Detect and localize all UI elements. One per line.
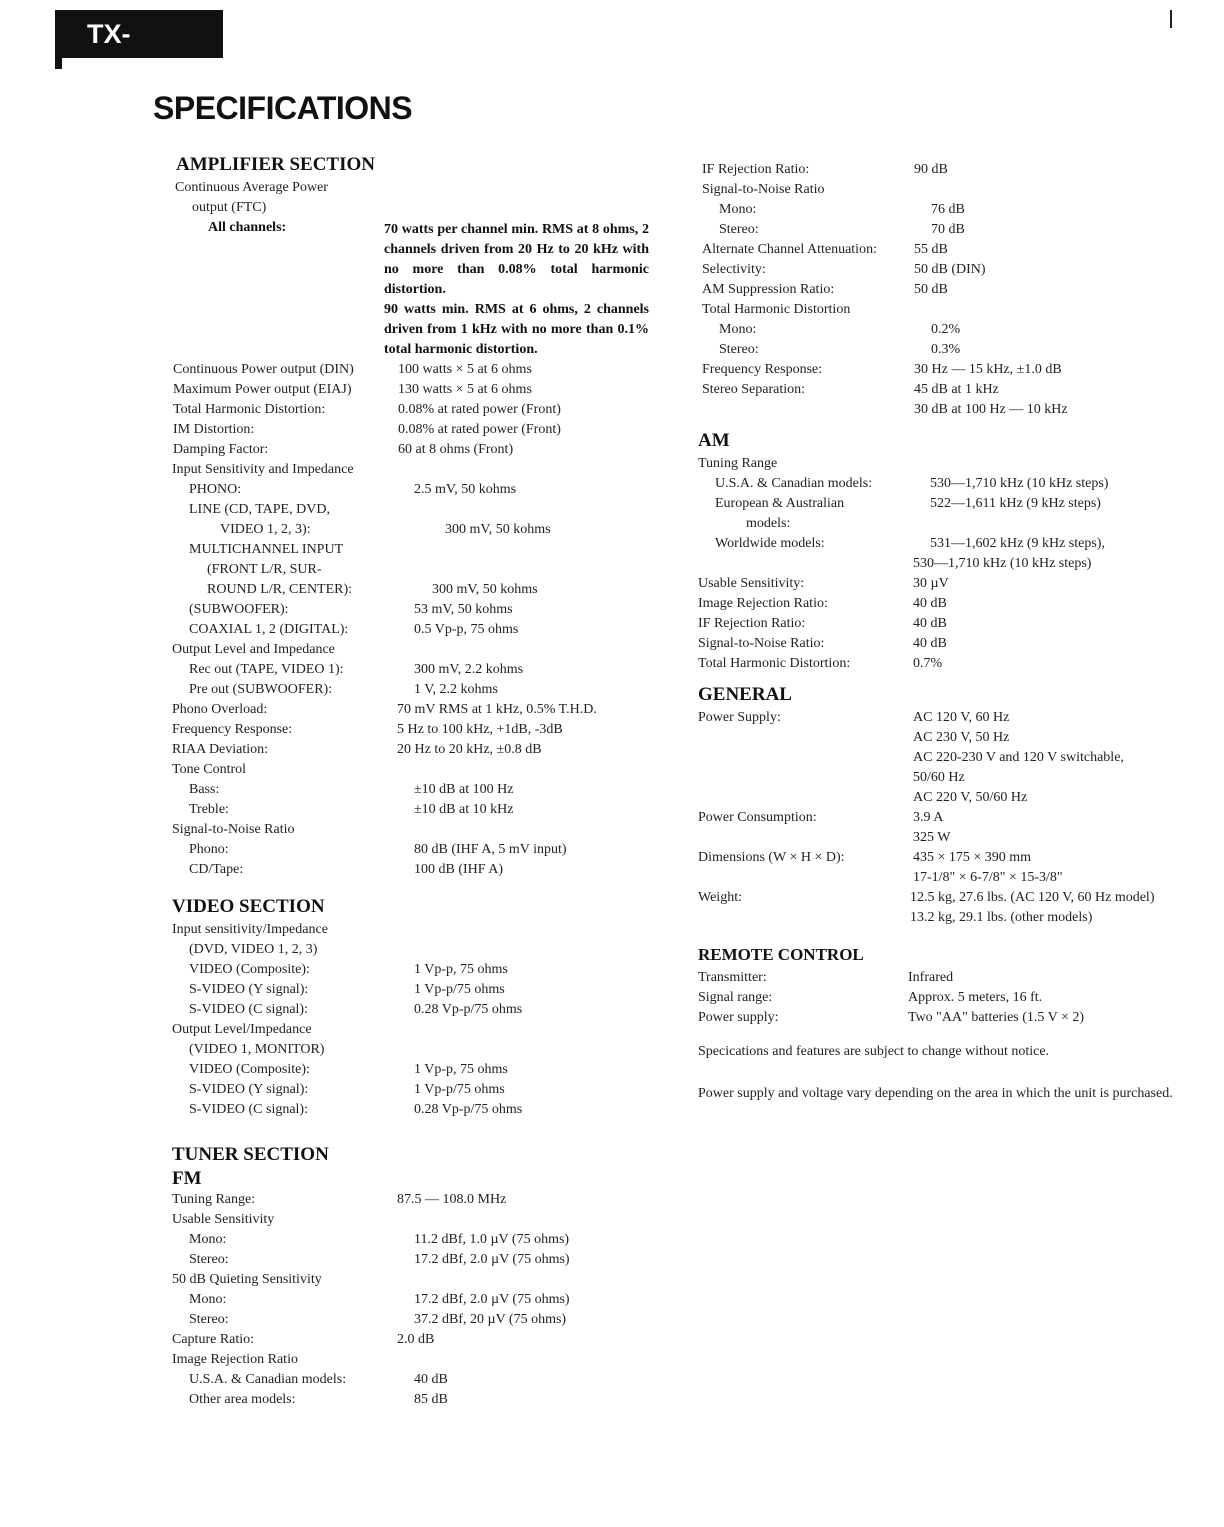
spec-row (173, 400, 660, 420)
spec-row (698, 968, 1188, 988)
spec-row (698, 654, 1188, 674)
right-column (688, 160, 1188, 1104)
spec-value: 531—1,602 kHz (9 kHz steps), (930, 536, 1105, 551)
spec-value: 17.2 dBf, 2.0 µV (75 ohms) (414, 1292, 570, 1307)
spec-value: 435 × 175 × 390 mm (913, 850, 1032, 865)
spec-label: Output Level and Impedance (172, 642, 335, 657)
spec-label: Worldwide models: (715, 536, 825, 551)
spec-label: ROUND L/R, CENTER): (207, 582, 353, 597)
spec-row (173, 360, 660, 380)
spec-label: Dimensions (W × H × D): (698, 850, 845, 865)
spec-value: 300 mV, 50 kohms (445, 522, 551, 537)
spec-value: 30 µV (913, 576, 949, 591)
spec-label: Phono: (189, 842, 229, 857)
spec-label: Phono Overload: (172, 702, 268, 717)
spec-label: Usable Sensitivity (172, 1212, 275, 1227)
spec-label: PHONO: (189, 482, 242, 497)
spec-row (702, 280, 1188, 300)
spec-label: Damping Factor: (173, 442, 269, 457)
spec-label: Input sensitivity/Impedance (172, 922, 328, 937)
spec-row (702, 340, 1188, 360)
spec-value: 70 mV RMS at 1 kHz, 0.5% T.H.D. (397, 702, 597, 717)
spec-value: 3.9 A (913, 810, 944, 825)
spec-value: 17.2 dBf, 2.0 µV (75 ohms) (414, 1252, 570, 1267)
spec-row (172, 700, 660, 720)
spec-label: Frequency Response: (702, 362, 823, 377)
spec-row (698, 848, 1188, 888)
spec-value: 1 Vp-p, 75 ohms (414, 962, 508, 977)
spec-label: Total Harmonic Distortion (702, 302, 851, 317)
change-notice: Specications and features are subject to change without notice. (698, 1044, 1050, 1059)
spec-label: Stereo: (189, 1312, 229, 1327)
spec-label: Image Rejection Ratio: (698, 596, 828, 611)
spec-value: Approx. 5 meters, 16 ft. (908, 990, 1043, 1005)
spec-value-group (913, 708, 1188, 808)
spec-label: Capture Ratio: (172, 1332, 255, 1347)
spec-row (172, 960, 660, 980)
spec-row (698, 614, 1188, 634)
spec-label: Continuous Average Power (175, 180, 328, 195)
spec-row (698, 988, 1188, 1008)
spec-row (172, 720, 660, 740)
page-title: SPECIFICATIONS (153, 90, 413, 126)
spec-row (172, 1370, 660, 1390)
spec-label: models: (746, 516, 791, 531)
spec-value: 325 W (913, 830, 951, 845)
spec-value: 53 mV, 50 kohms (414, 602, 513, 617)
spec-value: 20 Hz to 20 kHz, ±0.8 dB (397, 742, 542, 757)
spec-value: 0.5 Vp-p, 75 ohms (414, 622, 519, 637)
spec-row (702, 400, 1188, 420)
spec-label: U.S.A. & Canadian models: (189, 1372, 347, 1387)
spec-label: (SUBWOOFER): (189, 602, 289, 617)
spec-row (173, 440, 660, 460)
spec-label: MULTICHANNEL INPUT (189, 542, 344, 557)
spec-value: 0.28 Vp-p/75 ohms (414, 1002, 523, 1017)
spec-label: Treble: (189, 802, 229, 817)
spec-value: 530—1,710 kHz (10 kHz steps) (913, 556, 1092, 571)
spec-label: Tone Control (172, 762, 247, 777)
spec-value: AC 120 V, 60 Hz (913, 710, 1010, 725)
spec-value-group (913, 848, 1188, 888)
spec-value: 70 dB (931, 222, 965, 237)
spec-row (172, 980, 660, 1000)
spec-row (172, 660, 660, 680)
spec-value: 100 dB (IHF A) (414, 862, 504, 877)
spec-row (702, 160, 1188, 180)
page-edge-mark (1170, 10, 1172, 28)
spec-value: AC 220-230 V and 120 V switchable, (913, 750, 1124, 765)
spec-row (172, 1190, 660, 1210)
spec-row (702, 220, 1188, 240)
spec-label: Usable Sensitivity: (698, 576, 805, 591)
badge-tick-mark (55, 58, 62, 69)
spec-value: 0.2% (931, 322, 961, 337)
spec-value: 0.08% at rated power (Front) (398, 402, 561, 417)
spec-label: Image Rejection Ratio (172, 1352, 298, 1367)
spec-row (698, 708, 1188, 808)
spec-label: (VIDEO 1, MONITOR) (189, 1042, 325, 1057)
spec-row (172, 860, 660, 880)
tuner-heading: TUNER SECTION (172, 1144, 329, 1165)
spec-label: RIAA Deviation: (172, 742, 269, 757)
spec-label: Power Supply: (698, 710, 781, 725)
spec-value: 1 Vp-p/75 ohms (414, 1082, 505, 1097)
spec-value: 2.5 mV, 50 kohms (414, 482, 517, 497)
spec-value: 87.5 — 108.0 MHz (397, 1192, 507, 1207)
spec-row (172, 680, 660, 700)
spec-label: Alternate Channel Attenuation: (702, 242, 877, 257)
spec-label: European & Australian (715, 496, 845, 511)
spec-label: Mono: (719, 202, 757, 217)
spec-row (698, 534, 1188, 554)
spec-value: 12.5 kg, 27.6 lbs. (AC 120 V, 60 Hz model) (910, 890, 1155, 905)
spec-value: 37.2 dBf, 20 µV (75 ohms) (414, 1312, 567, 1327)
spec-value: 55 dB (914, 242, 948, 257)
amplifier-heading: AMPLIFIER SECTION (176, 154, 375, 175)
spec-row (698, 494, 1188, 514)
spec-value: 40 dB (913, 596, 947, 611)
spec-value: 522—1,611 kHz (9 kHz steps) (930, 496, 1101, 511)
spec-row (172, 780, 660, 800)
spec-value: 130 watts × 5 at 6 ohms (398, 382, 532, 397)
spec-row (702, 360, 1188, 380)
spec-label: Rec out (TAPE, VIDEO 1): (189, 662, 344, 677)
spec-row (172, 1230, 660, 1250)
spec-row (172, 1060, 660, 1080)
spec-value-all-channels (384, 218, 649, 360)
spec-label: output (FTC) (192, 200, 267, 215)
spec-label: Input Sensitivity and Impedance (172, 462, 354, 477)
spec-value: Two "AA" batteries (1.5 V × 2) (908, 1010, 1085, 1025)
spec-label: Stereo: (719, 342, 759, 357)
spec-value: 90 dB (914, 162, 948, 177)
spec-value: 1 Vp-p/75 ohms (414, 982, 505, 997)
spec-label: Other area models: (189, 1392, 296, 1407)
spec-label: Signal-to-Noise Ratio (172, 822, 295, 837)
spec-value: 300 mV, 2.2 kohms (414, 662, 524, 677)
spec-row (172, 1290, 660, 1310)
spec-value: 50/60 Hz (913, 770, 965, 785)
spec-value: 2.0 dB (397, 1332, 435, 1347)
spec-row (172, 840, 660, 860)
spec-value: 11.2 dBf, 1.0 µV (75 ohms) (414, 1232, 570, 1247)
spec-label: IF Rejection Ratio: (698, 616, 806, 631)
spec-label: VIDEO 1, 2, 3): (220, 522, 311, 537)
spec-value: 50 dB (914, 282, 948, 297)
spec-label: S-VIDEO (C signal): (189, 1002, 308, 1017)
spec-label: VIDEO (Composite): (189, 1062, 310, 1077)
spec-row (172, 520, 660, 540)
spec-label: Bass: (189, 782, 220, 797)
video-heading: VIDEO SECTION (172, 896, 325, 917)
remote-heading: REMOTE CONTROL (698, 945, 864, 964)
spec-label: Tuning Range (698, 456, 778, 471)
spec-label: Output Level/Impedance (172, 1022, 312, 1037)
spec-row (702, 200, 1188, 220)
spec-label: CD/Tape: (189, 862, 244, 877)
spec-value: 76 dB (931, 202, 965, 217)
spec-row (172, 1390, 660, 1410)
spec-label: Mono: (189, 1232, 227, 1247)
spec-value: AC 220 V, 50/60 Hz (913, 790, 1028, 805)
spec-value: 5 Hz to 100 kHz, +1dB, -3dB (397, 722, 563, 737)
spec-label: Selectivity: (702, 262, 766, 277)
spec-label: LINE (CD, TAPE, DVD, (189, 502, 330, 517)
spec-label: Tuning Range: (172, 1192, 256, 1207)
spec-value: 0.08% at rated power (Front) (398, 422, 561, 437)
spec-label: Signal-to-Noise Ratio (702, 182, 825, 197)
spec-label: Power supply: (698, 1010, 779, 1025)
spec-value: 0.28 Vp-p/75 ohms (414, 1102, 523, 1117)
spec-label: Stereo Separation: (702, 382, 806, 397)
spec-value: 100 watts × 5 at 6 ohms (398, 362, 532, 377)
spec-value-group (913, 808, 1188, 848)
spec-row (702, 260, 1188, 280)
spec-label: 50 dB Quieting Sensitivity (172, 1272, 322, 1287)
spec-row (172, 1000, 660, 1020)
spec-label: (DVD, VIDEO 1, 2, 3) (189, 942, 318, 957)
spec-label: Mono: (189, 1292, 227, 1307)
spec-row (173, 420, 660, 440)
spec-label: Signal-to-Noise Ratio: (698, 636, 825, 651)
spec-row (172, 1080, 660, 1100)
spec-value: AC 230 V, 50 Hz (913, 730, 1010, 745)
left-column (160, 152, 660, 1410)
spec-label: VIDEO (Composite): (189, 962, 310, 977)
spec-row (698, 1008, 1188, 1028)
spec-value: ±10 dB at 10 kHz (414, 802, 514, 817)
spec-row (172, 800, 660, 820)
power-supply-notice: Power supply and voltage vary depending on the area in which the unit is purchased. (698, 1086, 1173, 1101)
spec-label: (FRONT L/R, SUR- (207, 562, 322, 577)
spec-value: 30 dB at 100 Hz — 10 kHz (914, 402, 1068, 417)
spec-label: All channels: (208, 220, 287, 235)
spec-row (702, 240, 1188, 260)
spec-label: Total Harmonic Distortion: (698, 656, 851, 671)
spec-row (173, 380, 660, 400)
spec-value-group (910, 888, 1188, 928)
spec-label: Maximum Power output (EIAJ) (173, 382, 352, 397)
spec-row (698, 808, 1188, 848)
spec-label: Frequency Response: (172, 722, 293, 737)
spec-row (698, 574, 1188, 594)
spec-row (698, 888, 1188, 928)
spec-value: 70 watts per channel min. RMS at 8 ohms, 2 channels driven from 20 Hz to 20 kHz with no more than 0.08% total harmonic distortion. (384, 222, 649, 297)
spec-value: 90 watts min. RMS at 6 ohms, 2 channels driven from 1 kHz with no more than 0.1% total harmonic distortion. (384, 302, 649, 357)
spec-value: ±10 dB at 100 Hz (414, 782, 514, 797)
spec-value: 0.3% (931, 342, 961, 357)
spec-value: 40 dB (913, 616, 947, 631)
spec-value: 60 at 8 ohms (Front) (398, 442, 514, 457)
general-heading: GENERAL (698, 684, 792, 705)
spec-value: 1 V, 2.2 kohms (414, 682, 498, 697)
spec-label: S-VIDEO (Y signal): (189, 1082, 309, 1097)
spec-row (698, 594, 1188, 614)
model-badge: TX-DS575X (55, 10, 223, 58)
spec-label: IM Distortion: (173, 422, 255, 437)
spec-value: 85 dB (414, 1392, 448, 1407)
spec-value: 13.2 kg, 29.1 lbs. (other models) (910, 910, 1093, 925)
spec-row (172, 620, 660, 640)
spec-row (698, 554, 1188, 574)
spec-row (702, 380, 1188, 400)
spec-row (172, 1330, 660, 1350)
spec-value: 40 dB (414, 1372, 448, 1387)
spec-row (172, 480, 660, 500)
spec-row (172, 580, 660, 600)
spec-row (172, 1100, 660, 1120)
spec-value: 30 Hz — 15 kHz, ±1.0 dB (914, 362, 1062, 377)
spec-label: U.S.A. & Canadian models: (715, 476, 873, 491)
spec-row (172, 740, 660, 760)
spec-label: AM Suppression Ratio: (702, 282, 835, 297)
spec-row (698, 474, 1188, 494)
am-heading: AM (698, 430, 730, 451)
spec-value: 530—1,710 kHz (10 kHz steps) (930, 476, 1109, 491)
spec-label: Mono: (719, 322, 757, 337)
spec-value: 17-1/8" × 6-7/8" × 15-3/8" (913, 870, 1063, 885)
fm-heading: FM (172, 1168, 202, 1189)
spec-value: 1 Vp-p, 75 ohms (414, 1062, 508, 1077)
spec-label: Continuous Power output (DIN) (173, 362, 354, 377)
spec-row (172, 1310, 660, 1330)
spec-value: Infrared (908, 970, 954, 985)
spec-label: Weight: (698, 890, 742, 905)
spec-label: Total Harmonic Distortion: (173, 402, 326, 417)
spec-label: COAXIAL 1, 2 (DIGITAL): (189, 622, 349, 637)
spec-value: 40 dB (913, 636, 947, 651)
spec-value: 300 mV, 50 kohms (432, 582, 538, 597)
spec-label: Stereo: (189, 1252, 229, 1267)
spec-row (160, 218, 660, 360)
spec-label: S-VIDEO (Y signal): (189, 982, 309, 997)
spec-label: Transmitter: (698, 970, 767, 985)
spec-row (702, 320, 1188, 340)
spec-row (172, 1250, 660, 1270)
spec-row (698, 634, 1188, 654)
spec-value: 50 dB (DIN) (914, 262, 986, 277)
spec-value: 80 dB (IHF A, 5 mV input) (414, 842, 567, 857)
spec-label: Power Consumption: (698, 810, 817, 825)
spec-label: Signal range: (698, 990, 773, 1005)
spec-label: IF Rejection Ratio: (702, 162, 810, 177)
spec-value: 0.7% (913, 656, 943, 671)
spec-value: 45 dB at 1 kHz (914, 382, 999, 397)
spec-row (172, 600, 660, 620)
spec-label: S-VIDEO (C signal): (189, 1102, 308, 1117)
spec-label: Stereo: (719, 222, 759, 237)
spec-label: Pre out (SUBWOOFER): (189, 682, 333, 697)
